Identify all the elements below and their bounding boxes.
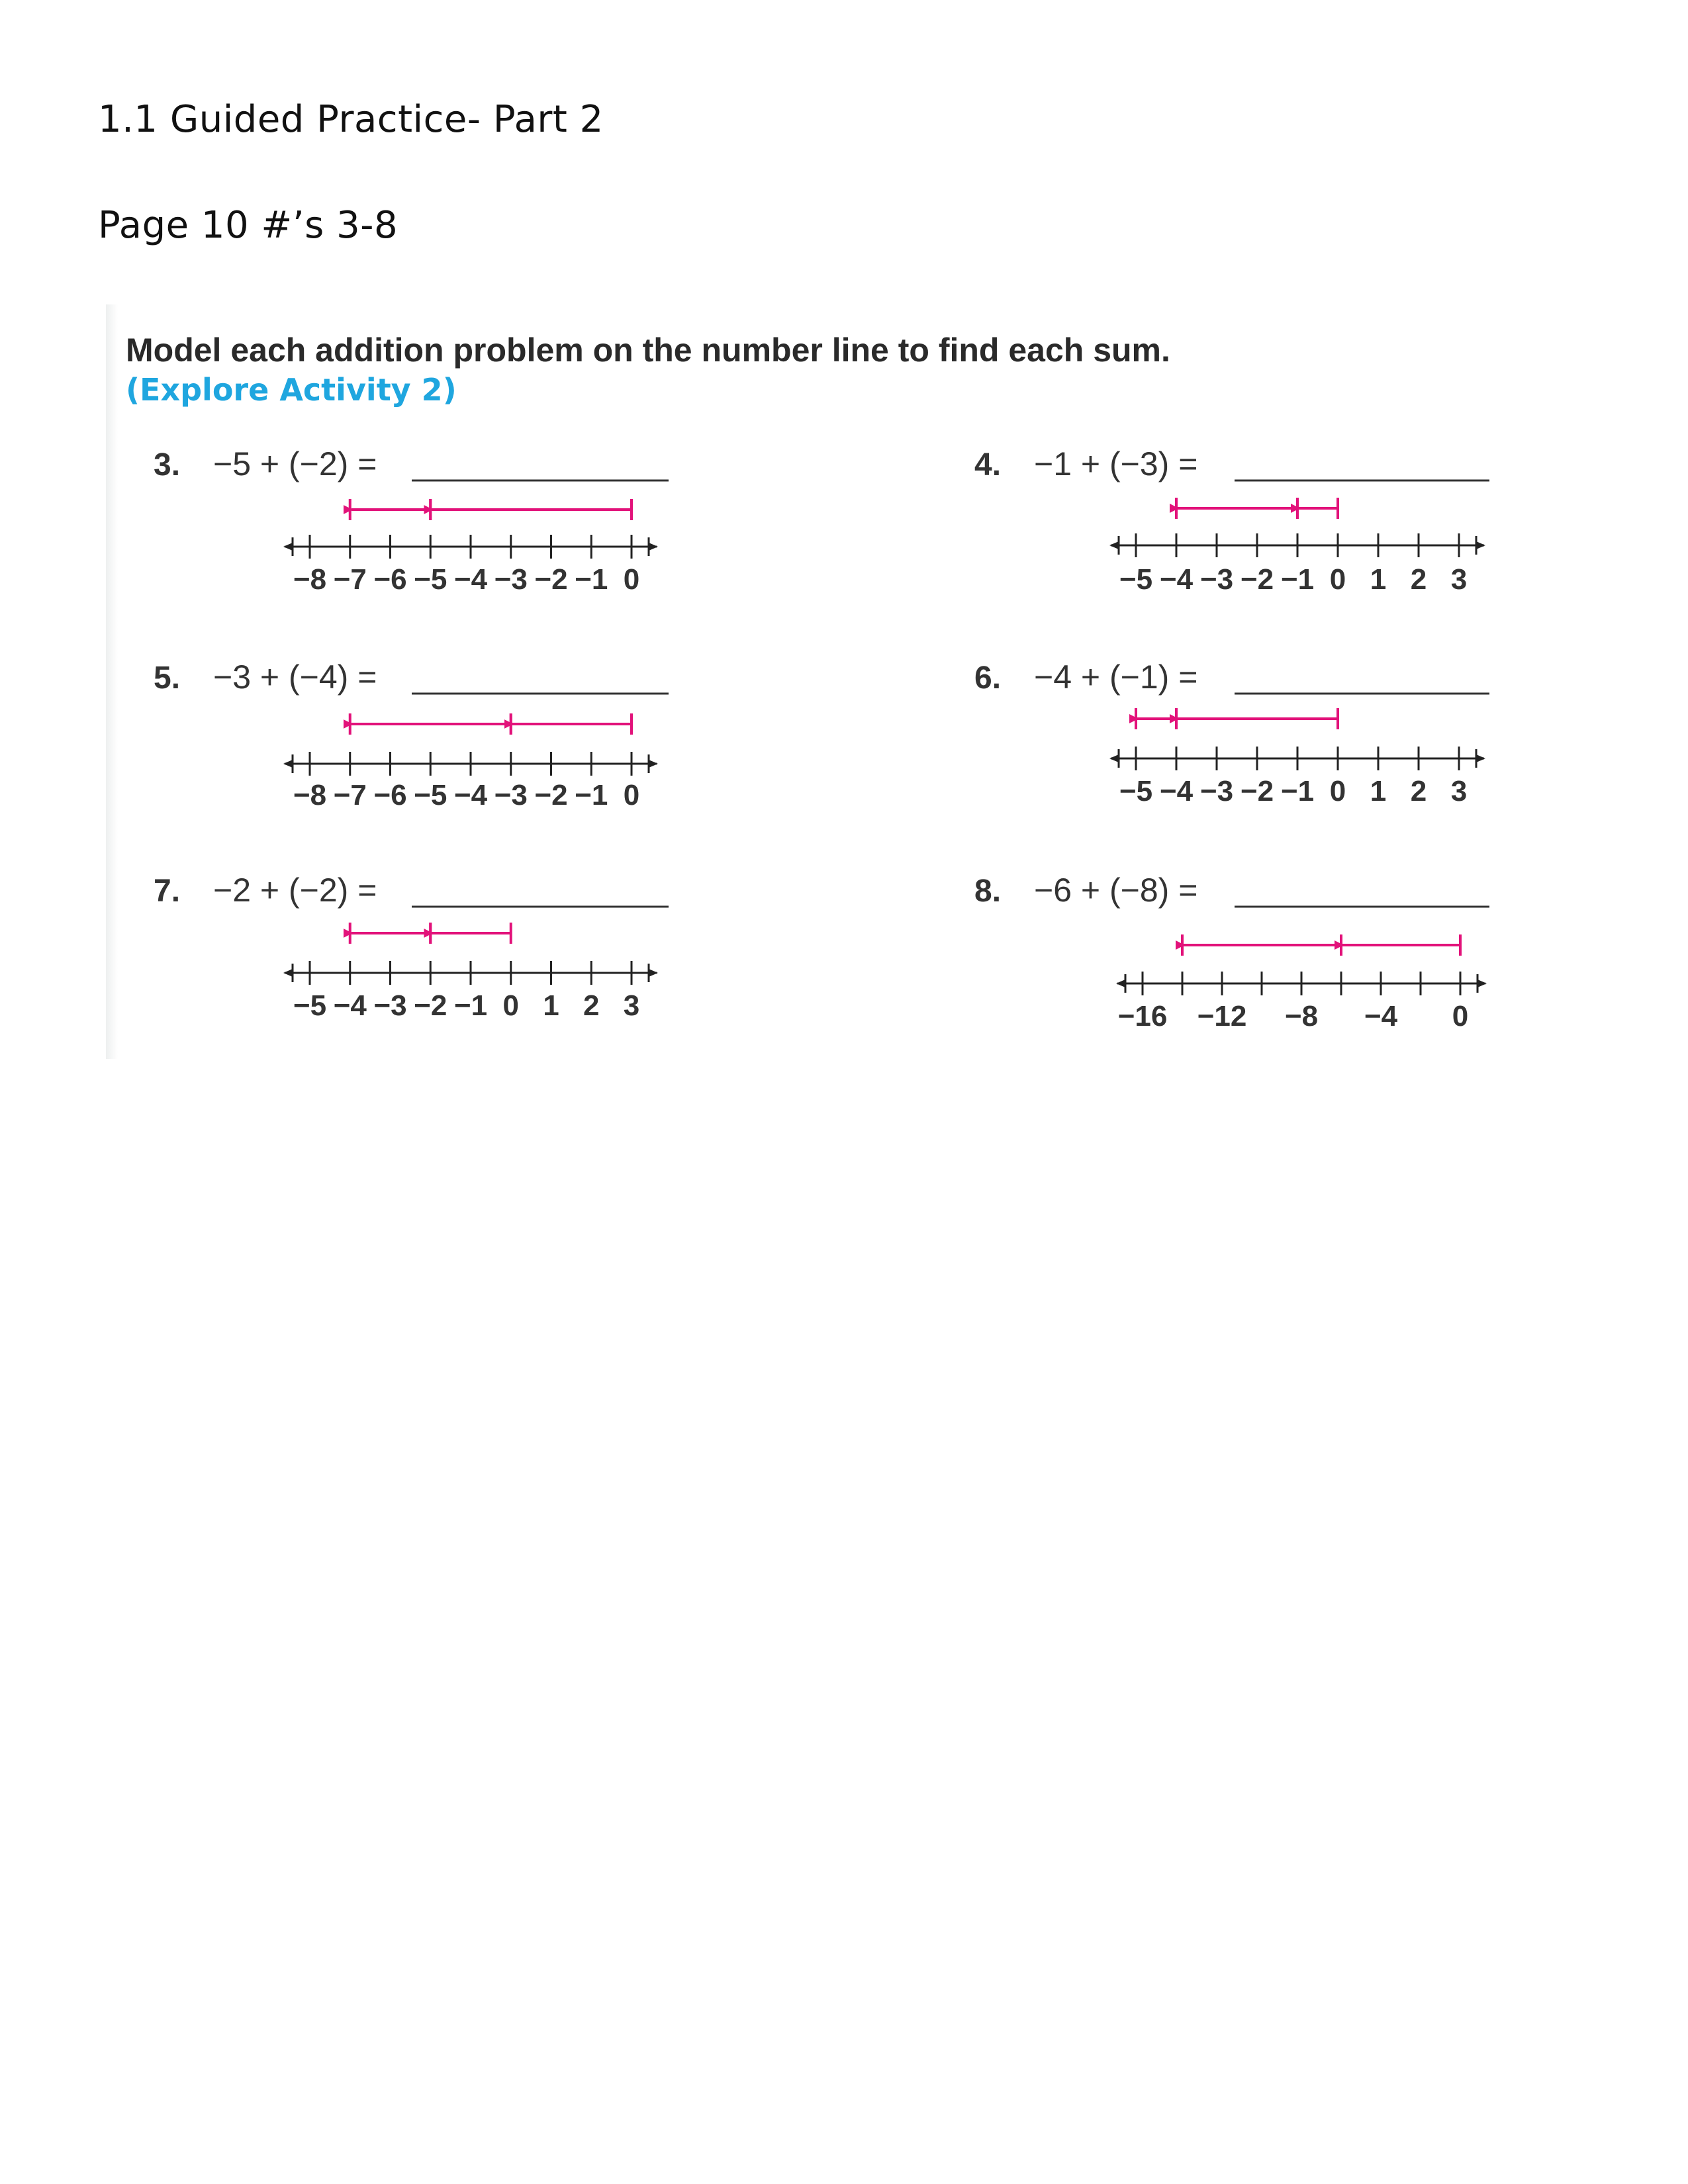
tick-label: −2 (1240, 563, 1274, 596)
tick-label: −1 (1280, 775, 1315, 807)
tick-label: −5 (1119, 775, 1153, 807)
page-reference: Page 10 #’s 3-8 (98, 204, 399, 247)
tick-label: −1 (575, 563, 608, 596)
tick-label: −4 (1159, 563, 1194, 596)
problem-number: 7. (154, 874, 181, 909)
problem-number: 4. (974, 447, 1002, 482)
tick-label: −4 (1364, 1000, 1398, 1032)
tick-label: −3 (1199, 775, 1234, 807)
tick-label: 1 (1370, 563, 1387, 596)
problem-5 (154, 659, 669, 811)
tick-label: −2 (534, 563, 568, 596)
tick-label: −8 (293, 563, 327, 596)
tick-label: −6 (373, 779, 407, 811)
explore-activity-link[interactable]: (Explore Activity 2) (126, 372, 457, 408)
tick-label: −7 (333, 779, 367, 811)
problem-number: 5. (154, 660, 181, 696)
problem-expression: −5 + (−2) = (213, 445, 377, 482)
tick-label: 2 (1410, 563, 1427, 596)
tick-label: 0 (1452, 1000, 1469, 1032)
problem-expression: −6 + (−8) = (1034, 872, 1198, 909)
tick-label: −1 (453, 989, 488, 1022)
tick-label: 3 (623, 989, 640, 1022)
tick-label: −2 (414, 989, 447, 1022)
problem-number: 8. (974, 874, 1002, 909)
tick-label: −4 (453, 779, 488, 811)
problem-8 (974, 872, 1489, 1032)
problem-expression: −4 + (−1) = (1034, 659, 1198, 696)
problem-7 (154, 872, 669, 1022)
tick-label: −5 (293, 989, 327, 1022)
tick-label: −1 (1280, 563, 1315, 596)
tick-label: −5 (1119, 563, 1153, 596)
problem-number: 6. (974, 660, 1002, 696)
problem-expression: −1 + (−3) = (1034, 445, 1198, 482)
page-title: 1.1 Guided Practice- Part 2 (98, 98, 604, 141)
tick-label: 2 (583, 989, 600, 1022)
tick-label: 0 (1329, 775, 1346, 807)
tick-label: 1 (543, 989, 559, 1022)
tick-label: −3 (494, 563, 528, 596)
tick-label: 3 (1450, 775, 1468, 807)
problem-6 (974, 659, 1489, 807)
tick-label: −12 (1197, 1000, 1247, 1032)
problem-expression: −2 + (−2) = (213, 872, 377, 909)
tick-label: −3 (373, 989, 407, 1022)
tick-label: 0 (502, 989, 519, 1022)
tick-label: −8 (293, 779, 327, 811)
tick-label: −5 (414, 563, 447, 596)
tick-label: −3 (494, 779, 528, 811)
tick-label: −3 (1199, 563, 1234, 596)
tick-label: −2 (534, 779, 568, 811)
tick-label: 0 (623, 779, 640, 811)
tick-label: 2 (1410, 775, 1427, 807)
tick-label: −2 (1240, 775, 1274, 807)
tick-label: −16 (1117, 1000, 1168, 1032)
tick-label: 0 (1329, 563, 1346, 596)
instruction-text: Model each addition problem on the number line to find each sum. (126, 332, 1170, 369)
problem-number: 3. (154, 447, 181, 482)
tick-label: −4 (453, 563, 488, 596)
tick-label: −5 (414, 779, 447, 811)
problem-4 (974, 445, 1489, 596)
tick-label: −1 (575, 779, 608, 811)
tick-label: −7 (333, 563, 367, 596)
tick-label: 3 (1450, 563, 1468, 596)
problem-expression: −3 + (−4) = (213, 659, 377, 696)
problem-3 (154, 445, 669, 596)
tick-label: −4 (1159, 775, 1194, 807)
tick-label: −8 (1284, 1000, 1319, 1032)
tick-label: 0 (623, 563, 640, 596)
tick-label: −4 (333, 989, 367, 1022)
tick-label: 1 (1370, 775, 1387, 807)
tick-label: −6 (373, 563, 407, 596)
